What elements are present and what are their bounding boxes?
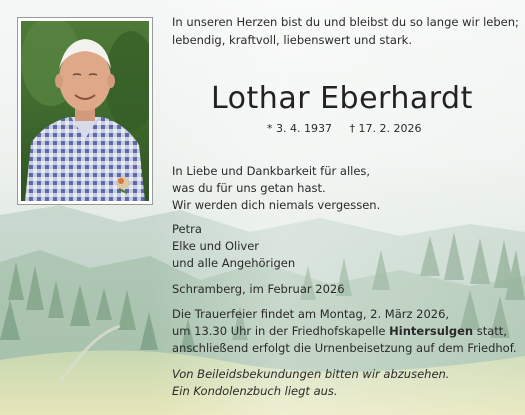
closing-line-1: Von Beileidsbekundungen bitten wir abzusehen. [172, 367, 450, 381]
service-line-2-end: statt, [473, 324, 507, 338]
service-time-text: um 13.30 Uhr in der Friedhofskapelle [172, 324, 390, 338]
intro-line-1: In unseren Herzen bist du und bleibst du so lange wir leben; [172, 15, 519, 29]
mourner-1: Petra [172, 222, 202, 236]
mourner-3: und alle Angehörigen [172, 256, 296, 270]
life-dates [267, 122, 421, 136]
place-and-date: Schramberg, im Februar 2026 [172, 282, 345, 296]
thanks-line-1: In Liebe und Dankbarkeit für alles, [172, 164, 371, 178]
birth-date: 3. 4. 1937 [276, 122, 332, 135]
service-line-2 [172, 323, 507, 339]
service-line-1: Die Trauerfeier findet am Montag, 2. März 2026, [172, 307, 450, 321]
deceased-name: Lothar Eberhardt [211, 81, 473, 116]
thanks-line-2: was du für uns getan hast. [172, 181, 326, 195]
service-location: Hintersulgen [389, 324, 474, 338]
born-symbol: * [267, 122, 273, 135]
mourner-2: Elke und Oliver [172, 239, 260, 253]
death-symbol: † [349, 122, 355, 135]
thanks-line-3: Wir werden dich niemals vergessen. [172, 198, 381, 212]
service-line-3: anschließend erfolgt die Urnenbeisetzung auf dem Friedhof. [172, 341, 517, 355]
intro-line-2: lebendig, kraftvoll, liebenswert und stark. [172, 33, 412, 47]
closing-line-2: Ein Kondolenzbuch liegt aus. [172, 384, 338, 398]
portrait-photo [18, 18, 152, 204]
death-date: 17. 2. 2026 [358, 122, 422, 135]
